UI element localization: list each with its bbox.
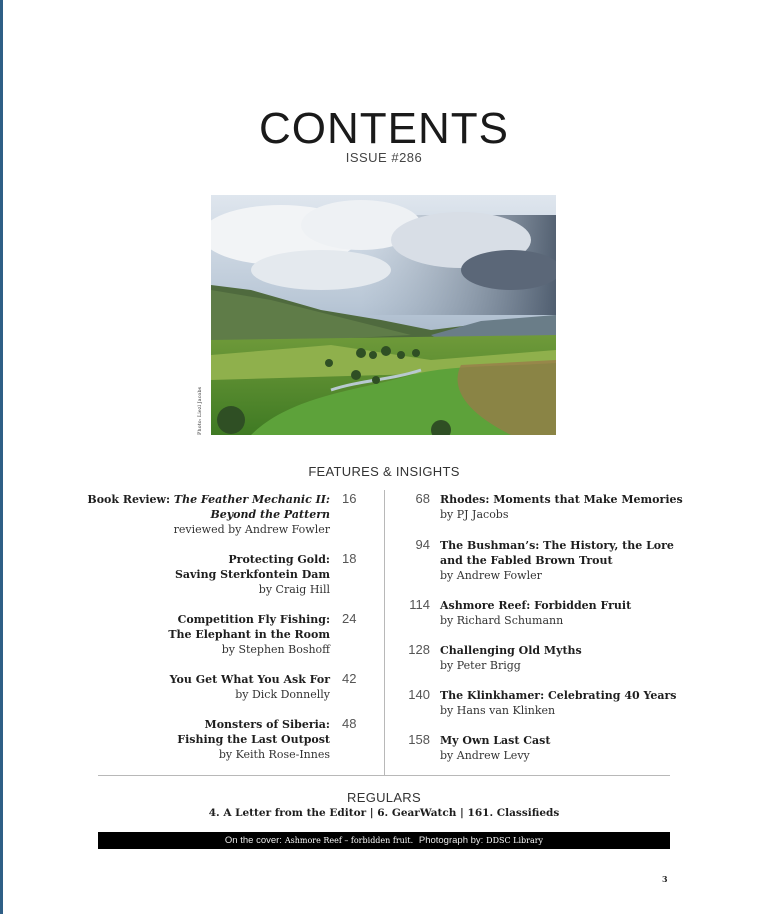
feature-page-number: 48 [342,716,357,731]
feature-title: You Get What You Ask For [169,673,330,686]
feature-page-number: 158 [408,732,430,747]
features-heading: FEATURES & INSIGHTS [308,464,460,479]
photographer-value: DDSC Library [486,836,544,845]
feature-page-number: 16 [342,491,357,506]
photo-credit: Photo: Liezl Jacobs [197,386,203,435]
feature-page-number: 128 [408,642,430,657]
cover-label: On the cover: [224,835,282,846]
feature-author: by Hans van Klinken [440,704,556,717]
feature-entry[interactable] [440,643,690,673]
feature-author: by Andrew Levy [440,749,530,762]
column-divider [384,490,385,775]
feature-title: Ashmore Reef: Forbidden Fruit [440,599,632,612]
feature-page-number: 24 [342,611,357,626]
cover-caption-bar [98,832,670,849]
feature-title: Competition Fly Fishing: [177,613,330,626]
feature-author: by Andrew Fowler [440,569,542,582]
feature-title-line2: Fishing the Last Outpost [177,733,330,746]
feature-title-line2: The Elephant in the Room [168,628,330,641]
feature-entry[interactable] [60,672,330,702]
page-title: CONTENTS [259,104,509,153]
feature-title: My Own Last Cast [440,734,551,747]
feature-entry[interactable] [440,688,690,718]
feature-entry[interactable] [60,552,330,597]
feature-page-number: 94 [415,537,430,552]
feature-author: by Craig Hill [258,583,330,596]
issue-number: ISSUE #286 [345,150,423,165]
regulars-list: 4. A Letter from the Editor | 6. GearWatch | 161. Classifieds [208,807,560,819]
regulars-heading: REGULARS [347,790,421,805]
feature-entry[interactable] [440,733,690,763]
feature-author: by Stephen Boshoff [221,643,330,656]
feature-author: by Richard Schumann [440,614,564,627]
feature-title: The Bushman’s: The History, the Lore and the Fabled Brown Trout [440,539,674,567]
feature-entry[interactable] [440,492,690,522]
feature-page-number: 114 [409,597,430,612]
feature-title: Rhodes: Moments that Make Memories [440,493,683,506]
feature-title-line2: Saving Sterkfontein Dam [174,568,330,581]
photographer-label: Photograph by: [418,835,484,846]
feature-entry[interactable] [60,492,330,537]
page-number: 3 [662,874,668,884]
feature-title: Monsters of Siberia: [204,718,330,731]
feature-title: The Klinkhamer: Celebrating 40 Years [440,689,677,702]
feature-author: by Keith Rose-Innes [218,748,330,761]
cover-value: Ashmore Reef – forbidden fruit. [284,836,414,845]
feature-author: by Peter Brigg [440,659,521,672]
feature-title: Protecting Gold: [228,553,330,566]
feature-author: by Dick Donnelly [235,688,330,701]
feature-title: Book Review: The Feather Mechanic II: Beyond the Pattern [87,493,330,521]
section-divider [98,775,670,776]
feature-entry[interactable] [60,612,330,657]
feature-page-number: 140 [408,687,430,702]
feature-page-number: 42 [342,671,357,686]
feature-page-number: 68 [415,491,430,506]
landscape-illustration [211,195,556,435]
feature-title: Challenging Old Myths [440,644,582,657]
feature-page-number: 18 [342,551,357,566]
feature-entry[interactable] [60,717,330,762]
feature-entry[interactable] [440,538,690,583]
feature-author: reviewed by Andrew Fowler [173,523,330,536]
feature-author: by PJ Jacobs [440,508,509,521]
landscape-photo [211,195,556,435]
feature-entry[interactable] [440,598,690,628]
